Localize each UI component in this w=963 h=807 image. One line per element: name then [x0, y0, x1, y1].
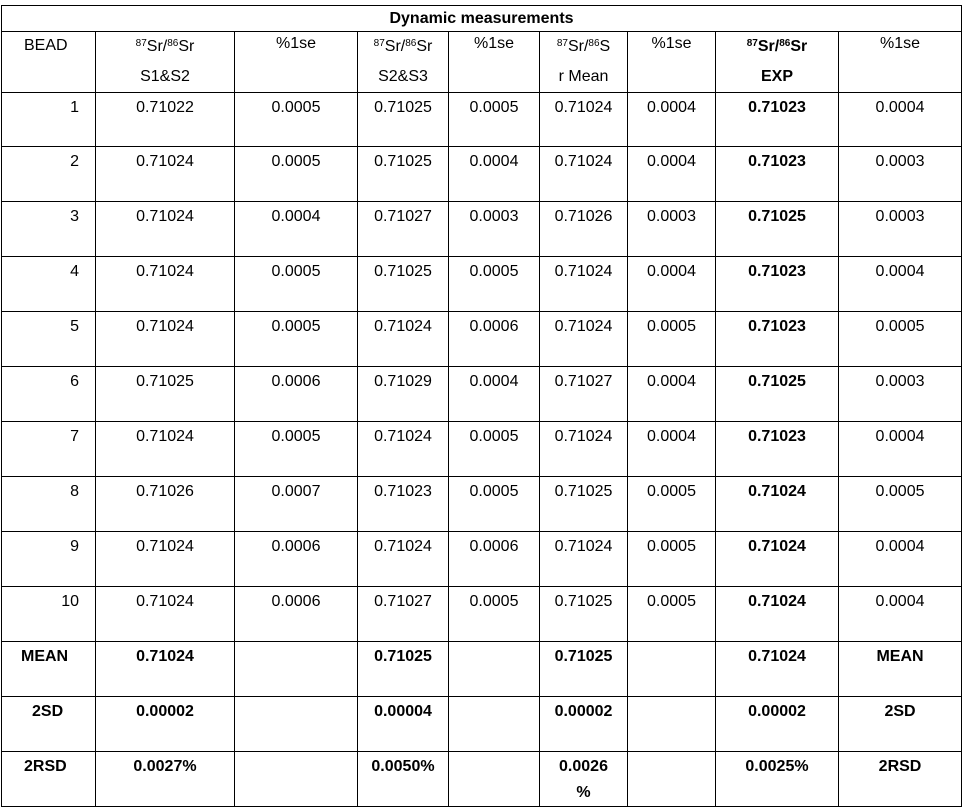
cell-ratio-mean: 0.71024	[540, 147, 628, 202]
header-ratio-exp: $^{87}$Sr/$^{86}$Sr EXP	[716, 32, 839, 93]
cell-1se-c: 0.0004	[628, 93, 716, 147]
cell-bead: 7	[2, 422, 96, 477]
summary-ratio-mean: 0.0026 %	[540, 752, 628, 807]
cell-ratio-s1s2: 0.71024	[96, 532, 235, 587]
summary-ratio-s2s3: 0.0050%	[358, 752, 449, 807]
cell-ratio-exp: 0.71024	[716, 477, 839, 532]
cell-ratio-s1s2: 0.71026	[96, 477, 235, 532]
cell-ratio-exp: 0.71023	[716, 147, 839, 202]
cell-ratio-s2s3: 0.71025	[358, 93, 449, 147]
cell-bead: 3	[2, 202, 96, 257]
dynamic-measurements-table	[1, 5, 962, 807]
cell-bead: 8	[2, 477, 96, 532]
cell-1se-c: 0.0003	[628, 202, 716, 257]
cell-1se-b: 0.0005	[449, 93, 540, 147]
header-1se-c: %1se	[628, 32, 716, 93]
header-ratio-s1s2: $^{87}$Sr/$^{86}$Sr S1&S2	[96, 32, 235, 93]
cell-ratio-mean: 0.71027	[540, 367, 628, 422]
cell-1se-b: 0.0005	[449, 422, 540, 477]
cell-ratio-s1s2: 0.71024	[96, 202, 235, 257]
cell-ratio-mean: 0.71026	[540, 202, 628, 257]
summary-1se-c	[628, 752, 716, 807]
summary-ratio-exp: 0.71024	[716, 642, 839, 697]
table-row	[2, 422, 962, 477]
cell-ratio-exp: 0.71024	[716, 532, 839, 587]
cell-1se-c: 0.0004	[628, 422, 716, 477]
cell-1se-b: 0.0004	[449, 147, 540, 202]
summary-ratio-exp: 0.00002	[716, 697, 839, 752]
cell-1se-c: 0.0004	[628, 367, 716, 422]
summary-ratio-s2s3: 0.00004	[358, 697, 449, 752]
cell-ratio-s2s3: 0.71029	[358, 367, 449, 422]
cell-ratio-s1s2: 0.71024	[96, 257, 235, 312]
cell-ratio-exp: 0.71025	[716, 202, 839, 257]
cell-1se-d: 0.0005	[839, 477, 962, 532]
cell-1se-a: 0.0007	[235, 477, 358, 532]
cell-ratio-s2s3: 0.71027	[358, 202, 449, 257]
summary-1se-a	[235, 752, 358, 807]
cell-1se-a: 0.0006	[235, 587, 358, 642]
summary-bead: MEAN	[2, 642, 96, 697]
table-row	[2, 532, 962, 587]
cell-1se-c: 0.0005	[628, 532, 716, 587]
cell-1se-c: 0.0004	[628, 257, 716, 312]
cell-1se-d: 0.0004	[839, 422, 962, 477]
summary-1se-b	[449, 642, 540, 697]
cell-1se-b: 0.0005	[449, 257, 540, 312]
table-row	[2, 477, 962, 532]
summary-1se-c	[628, 642, 716, 697]
summary-ratio-mean: 0.00002	[540, 697, 628, 752]
header-ratio-mean: $^{87}$Sr/$^{86}$S r Mean	[540, 32, 628, 93]
summary-1se-d: 2RSD	[839, 752, 962, 807]
cell-1se-b: 0.0004	[449, 367, 540, 422]
header-bead: BEAD	[2, 32, 96, 93]
cell-ratio-mean: 0.71025	[540, 477, 628, 532]
summary-1se-a	[235, 697, 358, 752]
cell-ratio-s2s3: 0.71025	[358, 257, 449, 312]
cell-ratio-s1s2: 0.71022	[96, 93, 235, 147]
summary-1se-d: 2SD	[839, 697, 962, 752]
cell-ratio-s2s3: 0.71023	[358, 477, 449, 532]
cell-1se-b: 0.0006	[449, 532, 540, 587]
cell-ratio-exp: 0.71024	[716, 587, 839, 642]
cell-bead: 1	[2, 93, 96, 147]
summary-bead: 2SD	[2, 697, 96, 752]
cell-1se-a: 0.0005	[235, 257, 358, 312]
table-row	[2, 312, 962, 367]
cell-1se-c: 0.0005	[628, 587, 716, 642]
cell-1se-a: 0.0005	[235, 93, 358, 147]
cell-ratio-s1s2: 0.71024	[96, 422, 235, 477]
cell-1se-d: 0.0004	[839, 587, 962, 642]
cell-ratio-s2s3: 0.71024	[358, 532, 449, 587]
cell-1se-b: 0.0003	[449, 202, 540, 257]
cell-ratio-s2s3: 0.71024	[358, 312, 449, 367]
cell-bead: 2	[2, 147, 96, 202]
header-row	[2, 32, 962, 93]
table-row	[2, 147, 962, 202]
cell-ratio-mean: 0.71024	[540, 257, 628, 312]
cell-ratio-mean: 0.71024	[540, 312, 628, 367]
cell-1se-d: 0.0003	[839, 147, 962, 202]
table-row	[2, 202, 962, 257]
cell-ratio-exp: 0.71023	[716, 312, 839, 367]
summary-bead: 2RSD	[2, 752, 96, 807]
cell-1se-d: 0.0005	[839, 312, 962, 367]
cell-ratio-s1s2: 0.71024	[96, 587, 235, 642]
cell-1se-a: 0.0006	[235, 367, 358, 422]
summary-ratio-s2s3: 0.71025	[358, 642, 449, 697]
cell-bead: 6	[2, 367, 96, 422]
cell-ratio-s1s2: 0.71024	[96, 147, 235, 202]
summary-ratio-s1s2: 0.0027%	[96, 752, 235, 807]
table-row	[2, 587, 962, 642]
header-1se-a: %1se	[235, 32, 358, 93]
cell-1se-d: 0.0004	[839, 532, 962, 587]
cell-1se-b: 0.0005	[449, 477, 540, 532]
summary-1se-b	[449, 752, 540, 807]
cell-1se-a: 0.0005	[235, 147, 358, 202]
cell-ratio-mean: 0.71024	[540, 422, 628, 477]
summary-1se-b	[449, 697, 540, 752]
header-1se-d: %1se	[839, 32, 962, 93]
summary-row	[2, 697, 962, 752]
cell-ratio-mean: 0.71025	[540, 587, 628, 642]
header-1se-b: %1se	[449, 32, 540, 93]
table-row	[2, 93, 962, 147]
summary-ratio-mean: 0.71025	[540, 642, 628, 697]
table-row	[2, 257, 962, 312]
cell-1se-c: 0.0005	[628, 312, 716, 367]
cell-1se-a: 0.0005	[235, 312, 358, 367]
summary-row	[2, 752, 962, 807]
cell-1se-c: 0.0005	[628, 477, 716, 532]
cell-1se-b: 0.0006	[449, 312, 540, 367]
cell-ratio-mean: 0.71024	[540, 93, 628, 147]
cell-ratio-s1s2: 0.71025	[96, 367, 235, 422]
summary-row	[2, 642, 962, 697]
cell-ratio-exp: 0.71023	[716, 257, 839, 312]
summary-ratio-s1s2: 0.00002	[96, 697, 235, 752]
cell-ratio-exp: 0.71023	[716, 93, 839, 147]
summary-1se-c	[628, 697, 716, 752]
cell-1se-b: 0.0005	[449, 587, 540, 642]
cell-ratio-s2s3: 0.71025	[358, 147, 449, 202]
summary-ratio-s1s2: 0.71024	[96, 642, 235, 697]
cell-ratio-s2s3: 0.71024	[358, 422, 449, 477]
table-row	[2, 367, 962, 422]
cell-bead: 9	[2, 532, 96, 587]
cell-bead: 10	[2, 587, 96, 642]
cell-1se-d: 0.0003	[839, 367, 962, 422]
cell-bead: 5	[2, 312, 96, 367]
table-title: Dynamic measurements	[2, 6, 962, 32]
cell-1se-a: 0.0004	[235, 202, 358, 257]
cell-1se-c: 0.0004	[628, 147, 716, 202]
header-ratio-s2s3: $^{87}$Sr/$^{86}$Sr S2&S3	[358, 32, 449, 93]
cell-1se-d: 0.0004	[839, 257, 962, 312]
cell-1se-d: 0.0003	[839, 202, 962, 257]
cell-bead: 4	[2, 257, 96, 312]
cell-1se-a: 0.0006	[235, 532, 358, 587]
summary-1se-a	[235, 642, 358, 697]
cell-ratio-exp: 0.71025	[716, 367, 839, 422]
cell-1se-d: 0.0004	[839, 93, 962, 147]
summary-ratio-exp: 0.0025%	[716, 752, 839, 807]
cell-ratio-mean: 0.71024	[540, 532, 628, 587]
cell-ratio-s1s2: 0.71024	[96, 312, 235, 367]
cell-ratio-exp: 0.71023	[716, 422, 839, 477]
summary-1se-d: MEAN	[839, 642, 962, 697]
cell-1se-a: 0.0005	[235, 422, 358, 477]
cell-ratio-s2s3: 0.71027	[358, 587, 449, 642]
